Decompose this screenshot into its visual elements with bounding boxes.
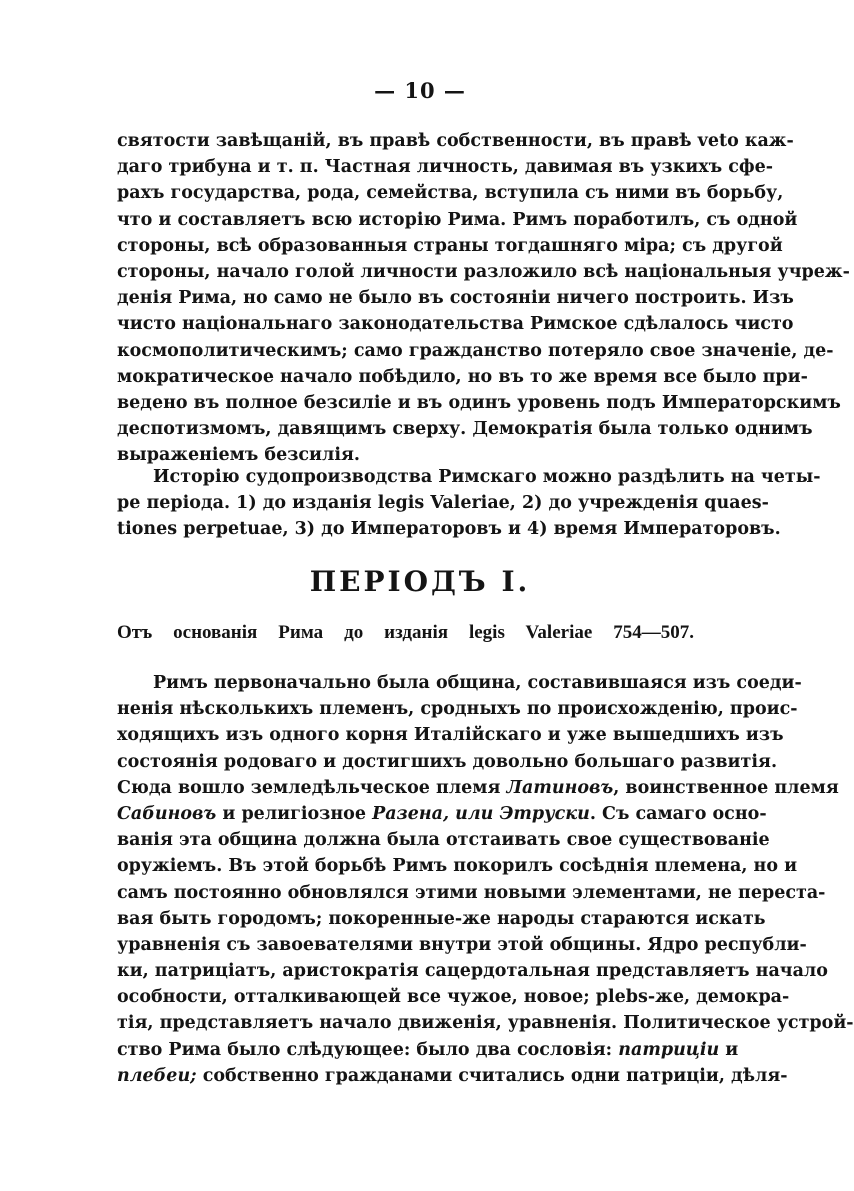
text-line: даго трибуна и т. п. Частная личность, давимая въ узкихъ сфе- bbox=[117, 157, 774, 178]
text-line bbox=[117, 801, 767, 827]
text-line: ки, патриціатъ, аристократія сацердотальная представляетъ начало bbox=[117, 961, 828, 982]
text-line: ненія нѣсколькихъ племенъ, сродныхъ по происхожденію, проис- bbox=[117, 699, 798, 720]
text-run: и религіозное bbox=[216, 803, 373, 824]
text-run: , воинственное племя bbox=[613, 777, 839, 798]
text-line: ведено въ полное безсиліе и въ одинъ уровень подъ Императорскимъ bbox=[117, 392, 841, 413]
text-line: тія, представляетъ начало движенія, уравненія. Политическое устрой- bbox=[117, 1013, 854, 1034]
text-line: оружіемъ. Въ этой борьбѣ Римъ покорилъ сосѣднія племена, но и bbox=[117, 856, 798, 877]
text-line: ванія эта община должна была отстаивать свое существованіе bbox=[117, 830, 770, 851]
text-line: Исторію судопроизводства Римскаго можно раздѣлить на четы- bbox=[153, 467, 821, 487]
text-line: денія Рима, но само не было въ состояніи ничего построить. Изъ bbox=[117, 288, 794, 309]
italic-term: Сабиновъ bbox=[117, 803, 217, 824]
text-line: уравненія съ завоевателями внутри этой общины. Ядро республи- bbox=[117, 934, 807, 955]
text-line: Римъ первоначально была община, составившаяся изъ соеди- bbox=[153, 673, 802, 693]
page-number: — 10 — bbox=[374, 78, 466, 103]
text-run: Сюда вошло земледѣльческое племя bbox=[117, 777, 507, 798]
text-line: рахъ государства, рода, семейства, вступила съ ними въ борьбу, bbox=[117, 183, 784, 204]
text-line: что и составляетъ всю исторію Рима. Римъ поработилъ, съ одной bbox=[117, 209, 798, 230]
text-line bbox=[117, 1037, 739, 1063]
text-line: самъ постоянно обновлялся этими новыми элементами, не переста- bbox=[117, 882, 826, 903]
section-heading: ПЕРІОДЪ I. bbox=[309, 565, 531, 598]
text-run: собственно гражданами считались одни патриціи, дѣля- bbox=[196, 1065, 788, 1086]
text-line: чисто національнаго законодательства Римское сдѣлалось чисто bbox=[117, 314, 794, 335]
text-line: стороны, начало голой личности разложило всѣ національныя учреж- bbox=[117, 261, 850, 282]
text-run: и bbox=[719, 1039, 739, 1060]
text-line: ходящихъ изъ одного корня Италійскаго и уже вышедшихъ изъ bbox=[117, 725, 784, 746]
text-line: особности, отталкивающей все чужое, новое; plebs-же, демокра- bbox=[117, 987, 790, 1008]
text-line: мократическое начало побѣдило, но въ то же время все было при- bbox=[117, 366, 808, 387]
text-line: вая быть городомъ; покоренные-же народы стараются искать bbox=[117, 908, 766, 929]
paragraph-3 bbox=[117, 670, 854, 1089]
text-line: деспотизмомъ, давящимъ сверху. Демократія была только однимъ bbox=[117, 419, 813, 440]
text-line: tiones perpetuae, 3) до Императоровъ и 4) время Императоровъ. bbox=[117, 519, 781, 540]
text-line bbox=[117, 775, 839, 801]
text-line: выраженіемъ безсилія. bbox=[117, 445, 361, 466]
text-line bbox=[117, 1063, 788, 1089]
italic-term: Разена, или Этруски bbox=[372, 803, 590, 824]
section-subheading: Отъ основанія Рима до изданія legis Valeriae 754—507. bbox=[117, 622, 694, 643]
text-line: состоянія родоваго и достигшихъ довольно большаго развитія. bbox=[117, 751, 778, 772]
paragraph-1 bbox=[117, 128, 850, 468]
text-line: святости завѣщаній, въ правѣ собственности, въ правѣ veto каж- bbox=[117, 131, 794, 151]
text-line: ре періода. 1) до изданія legis Valeriae, 2) до учрежденія quaes- bbox=[117, 493, 769, 514]
italic-term: плебеи; bbox=[117, 1065, 197, 1086]
paragraph-2 bbox=[117, 464, 821, 543]
text-run: ство Рима было слѣдующее: было два сословія: bbox=[117, 1039, 619, 1060]
text-run: . Съ самаго осно- bbox=[589, 803, 767, 824]
text-line: стороны, всѣ образованныя страны тогдашняго міра; съ другой bbox=[117, 235, 783, 256]
italic-term: патриціи bbox=[618, 1039, 720, 1060]
text-line: космополитическимъ; само гражданство потеряло свое значеніе, де- bbox=[117, 340, 834, 361]
italic-term: Латиновъ bbox=[506, 777, 614, 798]
